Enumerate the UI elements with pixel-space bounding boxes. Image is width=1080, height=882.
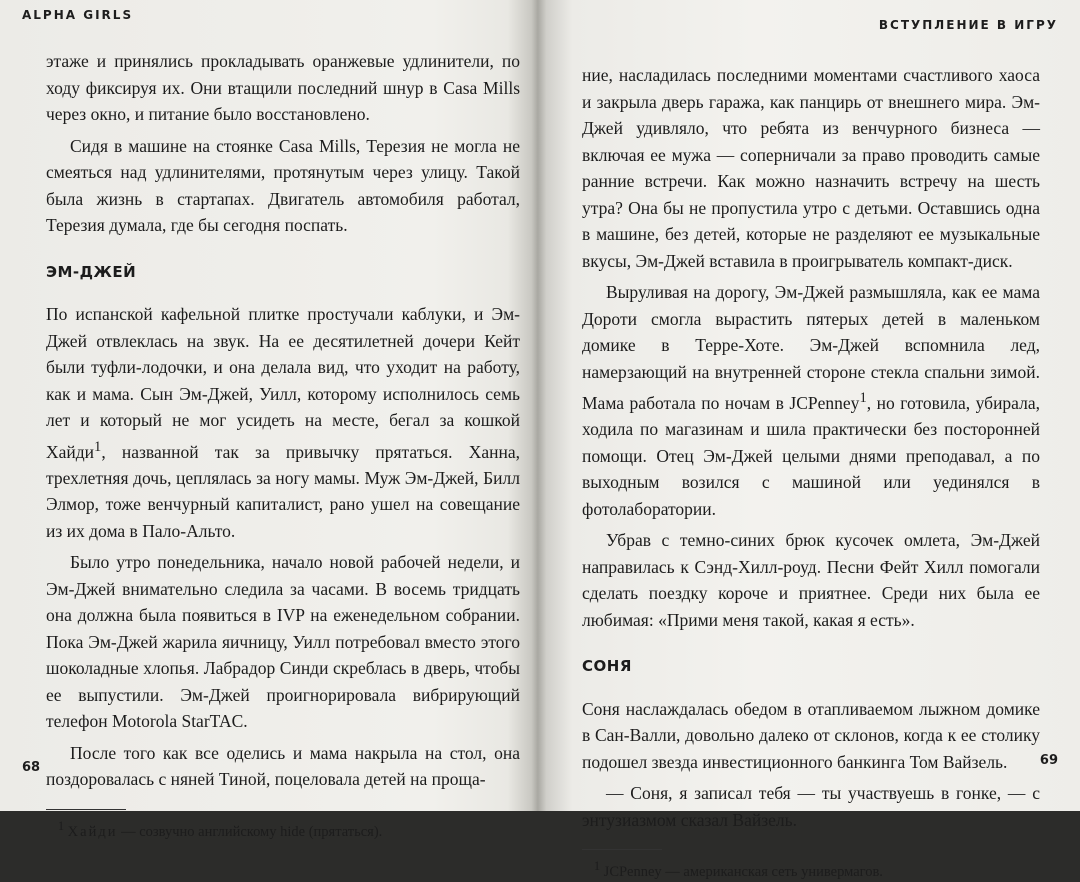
section-heading-sonya: СОНЯ [582, 657, 632, 676]
right-page-number: 69 [1039, 753, 1058, 768]
left-footnote-term: Хайди [67, 823, 118, 840]
left-paragraph-2: Сидя в машине на стоянке Casa Mills, Терезия не могла не смеяться над удлинителями, протянутым через улицу. Такой была жизнь в стартапах. Двигатель автомобиля работал, Терезия думала, где бы сегодня поспать. [46, 135, 520, 235]
left-paragraph-3 [46, 301, 520, 544]
right-paragraph-2-part-a: Выруливая на дорогу, Эм-Джей размышляла, как ее мама Дороти смогла вырастить пятерых детей в маленьком домике в Терре-Хоте. Эм-Джей вспомнила лед, намерзающий на внутренней стороне стекла спальни зимой. Мама работала по ночам в JCPenney [582, 282, 1040, 413]
right-paragraph-2 [582, 279, 1040, 522]
right-paragraph-3: Убрав с темно-синих брюк кусочек омлета, Эм-Джей направилась к Сэнд-Хилл-роуд. Песни Фейт Хилл помогали сделать поездку короче и приятнее. Среди них была ее любимая: «Прими меня такой, какая я есть». [582, 530, 1040, 630]
left-footnote-mark: 1 [58, 818, 65, 833]
left-page-number: 68 [22, 760, 41, 775]
left-paragraph-5: После того как все оделись и мама накрыла на стол, она поздоровалась с няней Тиной, поцеловала детей на проща- [46, 742, 520, 790]
left-paragraph-3-part-a: По испанской кафельной плитке простучали каблуки, и Эм-Джей отвлеклась на звук. На ее десятилетней дочери Кейт были туфли-лодочки, и она делала вид, что уходит на работу, как и мама. Сын Эм-Джей, Уилл, которому исполнилось семь лет и который не мог усидеть на месте, бегал за кошкой Хайди [46, 304, 520, 462]
left-footnote-rule [46, 809, 126, 810]
right-text-block [582, 62, 1040, 882]
right-page [538, 0, 1080, 881]
right-footnote-rule [582, 849, 662, 850]
right-running-head: ВСТУПЛЕНИЕ В ИГРУ [878, 18, 1058, 32]
right-footnote [582, 856, 1040, 882]
left-paragraph-1: этаже и принялись прокладывать оранжевые удлинители, по ходу фиксируя их. Они втащили последний шнур в Casa Mills через окно, и питание было восстановлено. [46, 51, 520, 124]
left-text-block [46, 48, 520, 842]
section-heading-em-jay: ЭМ-ДЖЕЙ [46, 262, 137, 281]
left-running-head: ALPHA GIRLS [22, 8, 134, 22]
right-paragraph-5: — Соня, я записал тебя — ты участвуешь в гонке, — с энтузиазмом сказал Вайзель. [582, 783, 1040, 830]
left-paragraph-4: Было утро понедельника, начало новой рабочей недели, и Эм-Джей внимательно следила за часами. В восемь тридцать она должна была появиться в IVP на еженедельном собрании. Пока Эм-Джей жарила яичницу, Уилл потребовал вместо этого шоколадные хлопья. Лабрадор Синди скреблась в дверь, чтобы ее выпустили. Эм-Джей проигнорировала вибрирующий телефон Motorola StarTAC. [46, 552, 520, 732]
left-paragraph-3-part-b: , названной так за привычку прятаться. Ханна, трехлетняя дочь, цеплялась за ногу мамы. Муж Эм-Джей, Билл Элмор, тоже венчурный капиталист, рано ушел на совещание из их дома в Пало-Альто. [46, 441, 520, 541]
right-paragraph-2-part-b: , но готовила, убирала, ходила по магазинам и шила практически без посторонней помощи. Отец Эм-Джей целыми днями преподавал, а по выходным возился с машиной или уединялся в фотолаборатории. [582, 392, 1040, 519]
left-footnote [46, 816, 520, 842]
right-footnote-text: JCPenney — американская сеть универмагов. [600, 864, 883, 881]
left-page [0, 0, 538, 840]
right-paragraph-1: ние, насладилась последними моментами счастливого хаоса и закрыла дверь гаража, как панцирь от внешнего мира. Эм-Джей удивляло, что ребята из венчурного бизнеса — включая ее мужа — соперничали за право проводить самые ранние встречи. Как можно назначить встречу на шесть утра? Она бы не пропустила утро с детьми. Оставшись одна в машине, без детей, которые не разделяют ее музыкальные вкусы, Эм-Джей вставила в проигрыватель компакт-диск. [582, 65, 1040, 271]
footnote-reference-jcpenney: 1 [859, 390, 867, 406]
right-footnote-mark: 1 [594, 859, 601, 874]
left-footnote-text: — созвучно английскому hide (прятаться). [117, 823, 383, 840]
footnote-reference-1: 1 [94, 438, 102, 455]
right-paragraph-4: Соня наслаждалась обедом в отапливаемом лыжном домике в Сан-Валли, довольно далеко от склонов, когда к ее столику подошел звезда инвестиционного банкинга Том Вайзель. [582, 698, 1040, 772]
